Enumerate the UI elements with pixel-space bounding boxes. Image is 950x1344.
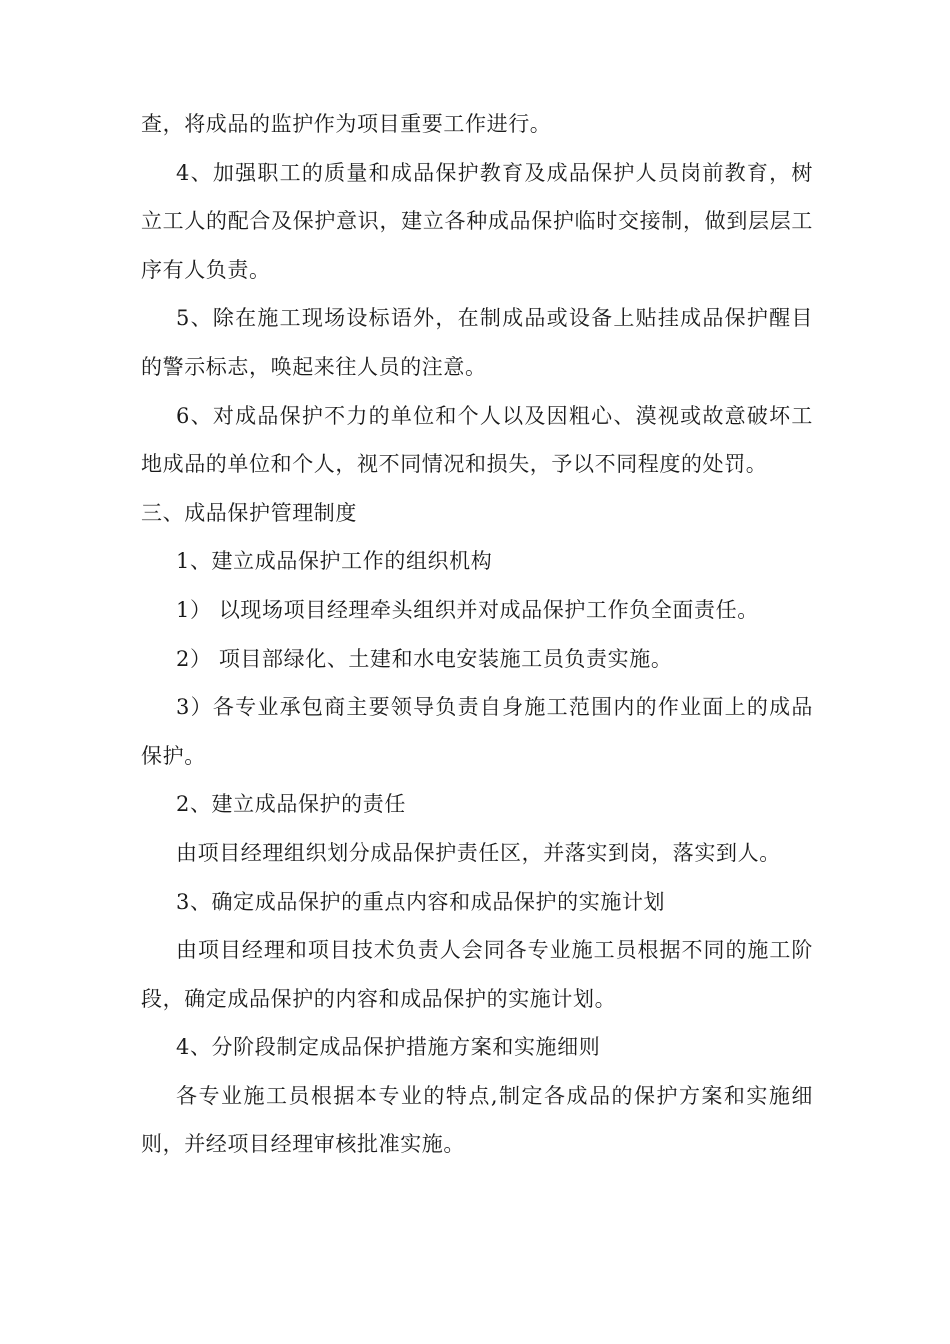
- list-item-1-project-manager: 1） 以现场项目经理牵头组织并对成品保护工作负全面责任。: [176, 597, 759, 622]
- paragraph-measures-approval: 各专业施工员根据本专业的特点,制定各成品的保护方案和实施细则，并经项目经理审核批准实施。: [141, 1083, 813, 1157]
- paragraph-continuation: 查，将成品的监护作为项目重要工作进行。: [141, 112, 552, 136]
- document-body: [141, 100, 813, 1169]
- section-heading-management-system: 三、成品保护管理制度: [141, 500, 357, 525]
- subheading-key-content-plan: 3、确定成品保护的重点内容和成品保护的实施计划: [176, 889, 666, 914]
- paragraph-responsibility-zones: 由项目经理组织划分成品保护责任区，并落实到岗，落实到人。: [176, 840, 781, 865]
- list-item-3-contractors: 3）各专业承包商主要领导负责自身施工范围内的作业面上的成品保护。: [141, 695, 813, 768]
- paragraph-item-4-education: 4、加强职工的质量和成品保护教育及成品保护人员岗前教育，树立工人的配合及保护意识，建立各种成品保护临时交接制，做到层层工序有人负责。: [141, 160, 813, 282]
- subheading-staged-measures: 4、分阶段制定成品保护措施方案和实施细则: [176, 1035, 601, 1060]
- list-item-2-construction-staff: 2） 项目部绿化、土建和水电安装施工员负责实施。: [176, 646, 673, 671]
- subheading-responsibility: 2、建立成品保护的责任: [176, 792, 406, 817]
- paragraph-plan-by-stage: 由项目经理和项目技术负责人会同各专业施工员根据不同的施工阶段，确定成品保护的内容和成品保护的实施计划。: [141, 938, 813, 1011]
- paragraph-item-5-warning-signs: 5、除在施工现场设标语外，在制成品或设备上贴挂成品保护醒目的警示标志，唤起来往人员的注意。: [141, 306, 813, 379]
- subheading-organization: 1、建立成品保护工作的组织机构: [176, 549, 493, 574]
- paragraph-item-6-penalties: 6、对成品保护不力的单位和个人以及因粗心、漠视或故意破坏工地成品的单位和个人，视不同情况和损失，予以不同程度的处罚。: [141, 403, 813, 477]
